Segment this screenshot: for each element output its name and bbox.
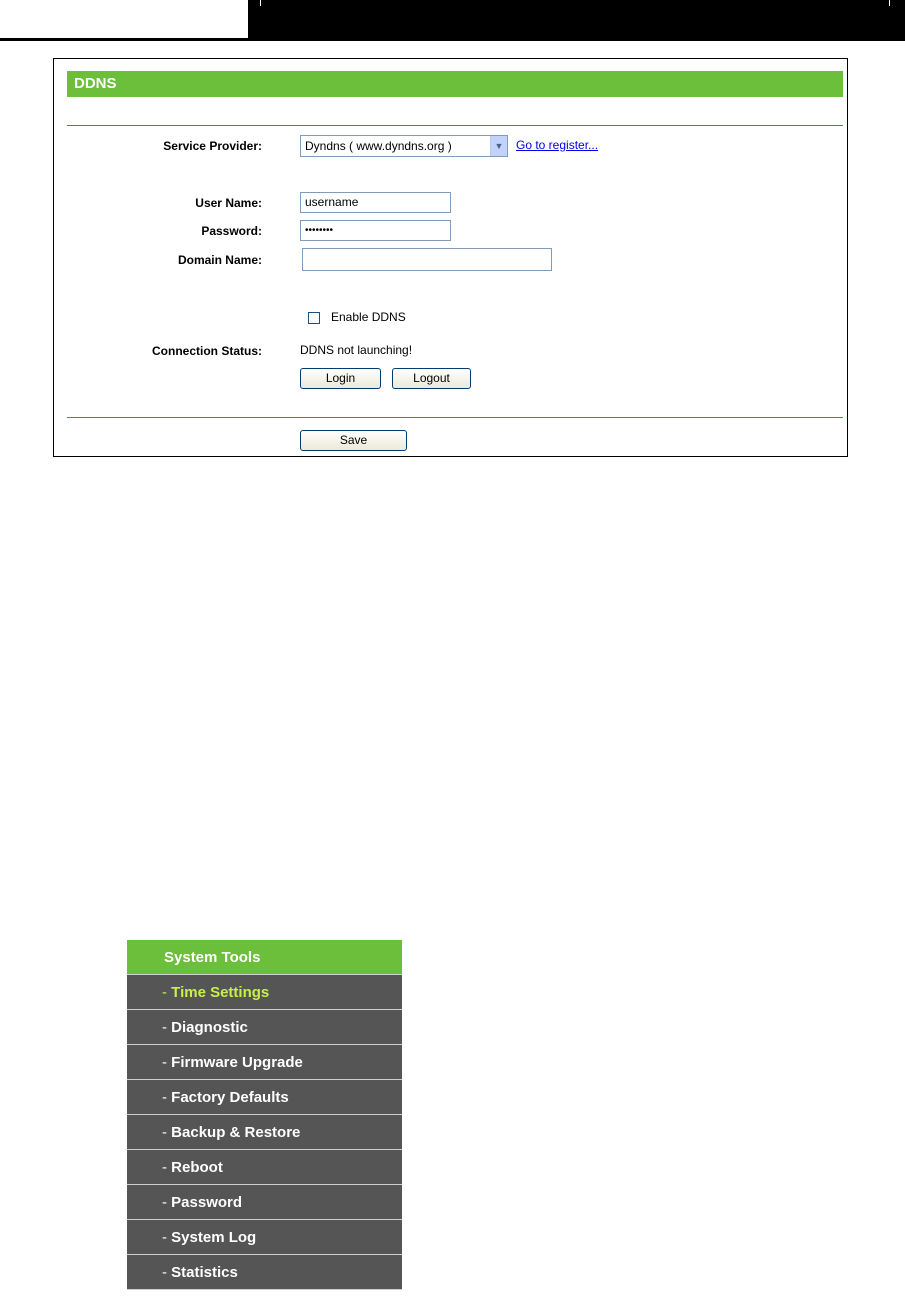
login-button[interactable]: Login [300, 368, 381, 389]
menu-item-label: Password [171, 1194, 243, 1211]
connection-status-label: Connection Status: [152, 344, 262, 358]
divider [67, 417, 843, 418]
menu-item-label: Firmware Upgrade [171, 1054, 303, 1071]
menu-item-label: Diagnostic [171, 1019, 248, 1036]
connection-status-value: DDNS not launching! [300, 343, 413, 357]
menu-item-factory-defaults[interactable] [127, 1080, 402, 1115]
menu-item-reboot[interactable] [127, 1150, 402, 1185]
ddns-panel [53, 58, 848, 457]
enable-ddns-checkbox[interactable] [308, 312, 320, 324]
menu-item-backup-restore[interactable] [127, 1115, 402, 1150]
menu-item-statistics[interactable] [127, 1255, 402, 1290]
menu-dash: - [162, 1089, 172, 1106]
panel-title: DDNS [67, 71, 843, 97]
menu-dash: - [162, 1264, 172, 1281]
menu-item-label: Backup & Restore [171, 1124, 301, 1141]
divider [67, 125, 843, 126]
password-label: Password: [201, 224, 262, 238]
register-link[interactable]: Go to register... [516, 138, 599, 152]
user-name-input[interactable]: username [300, 192, 451, 213]
user-name-label: User Name: [195, 196, 262, 210]
service-provider-label: Service Provider: [163, 139, 262, 153]
menu-item-label: Factory Defaults [171, 1089, 289, 1106]
system-tools-menu [127, 940, 402, 1290]
menu-item-label: System Log [171, 1229, 257, 1246]
menu-dash: - [162, 1054, 172, 1071]
chevron-down-icon[interactable]: ▼ [490, 136, 507, 156]
service-provider-value: Dyndns ( www.dyndns.org ) [305, 139, 452, 153]
domain-name-label: Domain Name: [177, 253, 262, 267]
menu-dash: - [162, 1124, 172, 1141]
password-input[interactable]: •••••••• [300, 220, 451, 241]
logout-button[interactable]: Logout [392, 368, 471, 389]
menu-dash: - [162, 984, 172, 1001]
menu-item-time-settings[interactable] [127, 975, 402, 1010]
header-tick [260, 0, 261, 6]
page-header-band [248, 0, 905, 39]
header-tick [889, 0, 890, 6]
menu-dash: - [162, 1159, 172, 1176]
menu-item-firmware-upgrade[interactable] [127, 1045, 402, 1080]
menu-item-system-log[interactable] [127, 1220, 402, 1255]
menu-item-label: Time Settings [171, 984, 270, 1001]
menu-dash: - [162, 1229, 172, 1246]
menu-item-password[interactable] [127, 1185, 402, 1220]
domain-name-input[interactable] [302, 248, 552, 271]
save-button[interactable]: Save [300, 430, 407, 451]
menu-item-diagnostic[interactable] [127, 1010, 402, 1045]
menu-dash: - [162, 1019, 172, 1036]
menu-item-label: Reboot [171, 1159, 223, 1176]
menu-title[interactable]: System Tools [127, 940, 402, 975]
menu-item-label: Statistics [171, 1264, 238, 1281]
header-rule [0, 38, 905, 41]
service-provider-select[interactable] [300, 135, 508, 157]
menu-dash: - [162, 1194, 172, 1211]
enable-ddns-label: Enable DDNS [331, 310, 406, 324]
